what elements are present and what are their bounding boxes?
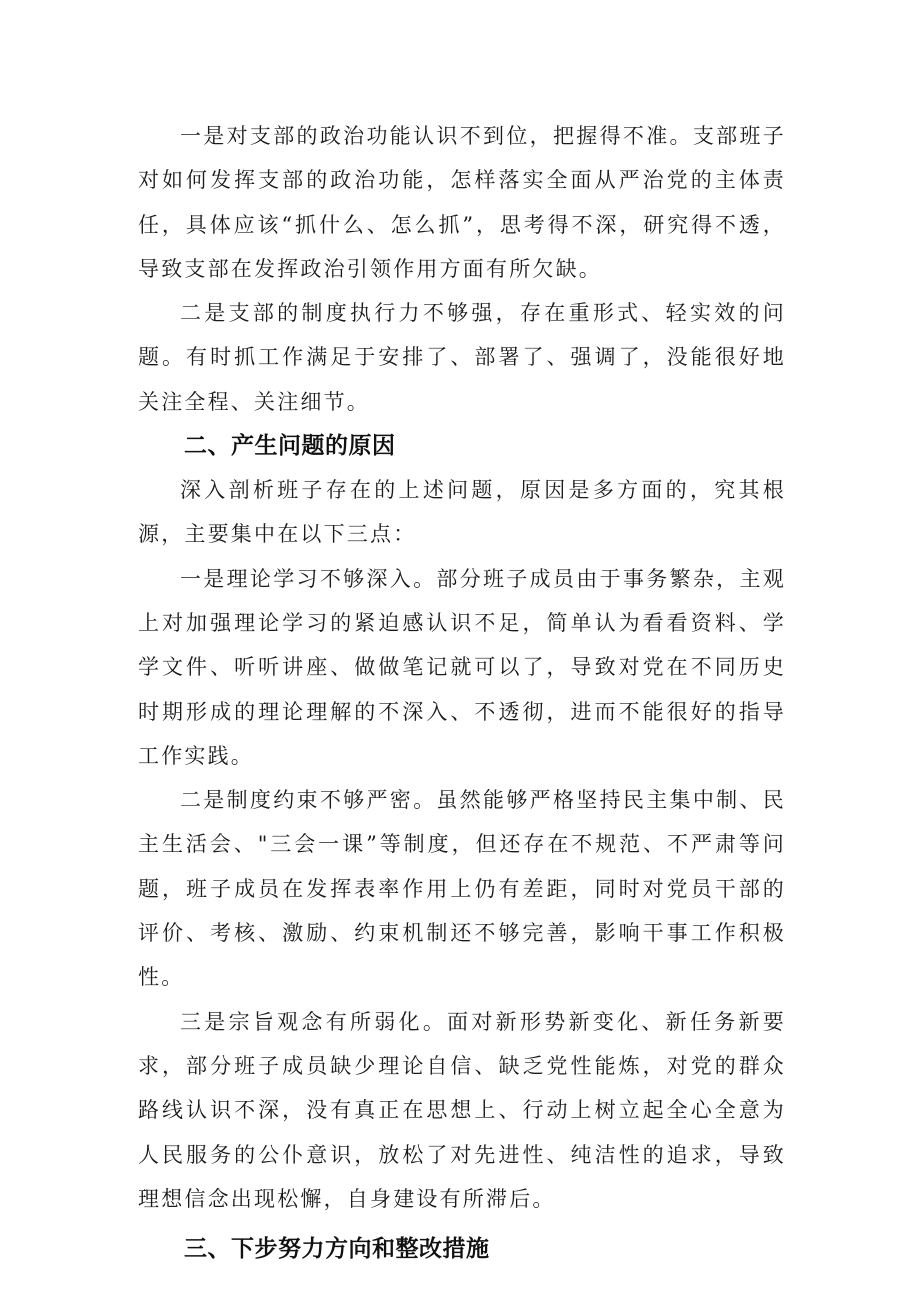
- section-heading-rectification: 三、下步努力方向和整改措施: [184, 1236, 490, 1263]
- paragraph-purpose-concept: 三是宗旨观念有所弱化。面对新形势新变化、新任务新要求，部分班子成员缺少理论自信、缺乏党性能炼，对党的群众路线认识不深，没有真正在思想上、行动上树立起全心全意为人民服务的公仆意识，放松了对先进性、纯洁性的追求，导致理想信念出现松懈，自身建设有所滞后。: [138, 1009, 786, 1211]
- paragraph-causes-intro: 深入剖析班子存在的上述问题，原因是多方面的，究其根源，主要集中在以下三点：: [138, 478, 786, 547]
- paragraph-theory-study: 一是理论学习不够深入。部分班子成员由于事务繁杂，主观上对加强理论学习的紧迫感认识不足，简单认为看看资料、学学文件、听听讲座、做做笔记就可以了，导致对党在不同历史时期形成的理论理解的不深入、不透彻，进而不能很好的指导工作实践。: [138, 566, 786, 768]
- section-heading-causes: 二、产生问题的原因: [184, 433, 396, 460]
- document-body: [138, 114, 786, 1271]
- paragraph-system-execution: 二是支部的制度执行力不够强，存在重形式、轻实效的问题。有时抓工作满足于安排了、部署了、强调了，没能很好地关注全程、关注细节。: [138, 301, 786, 414]
- paragraph-political-function: 一是对支部的政治功能认识不到位，把握得不准。支部班子对如何发挥支部的政治功能，怎样落实全面从严治党的主体责任，具体应该“抓什么、怎么抓”，思考得不深，研究得不透，导致支部在发挥政治引领作用方面有所欠缺。: [138, 124, 786, 281]
- paragraph-system-constraint: 二是制度约束不够严密。虽然能够严格坚持民主集中制、民主生活会、"三会一课”等制度，但还存在不规范、不严肃等问题，班子成员在发挥表率作用上仍有差距，同时对党员干部的评价、考核、激励、约束机制还不够完善，影响干事工作积极性。: [138, 788, 786, 990]
